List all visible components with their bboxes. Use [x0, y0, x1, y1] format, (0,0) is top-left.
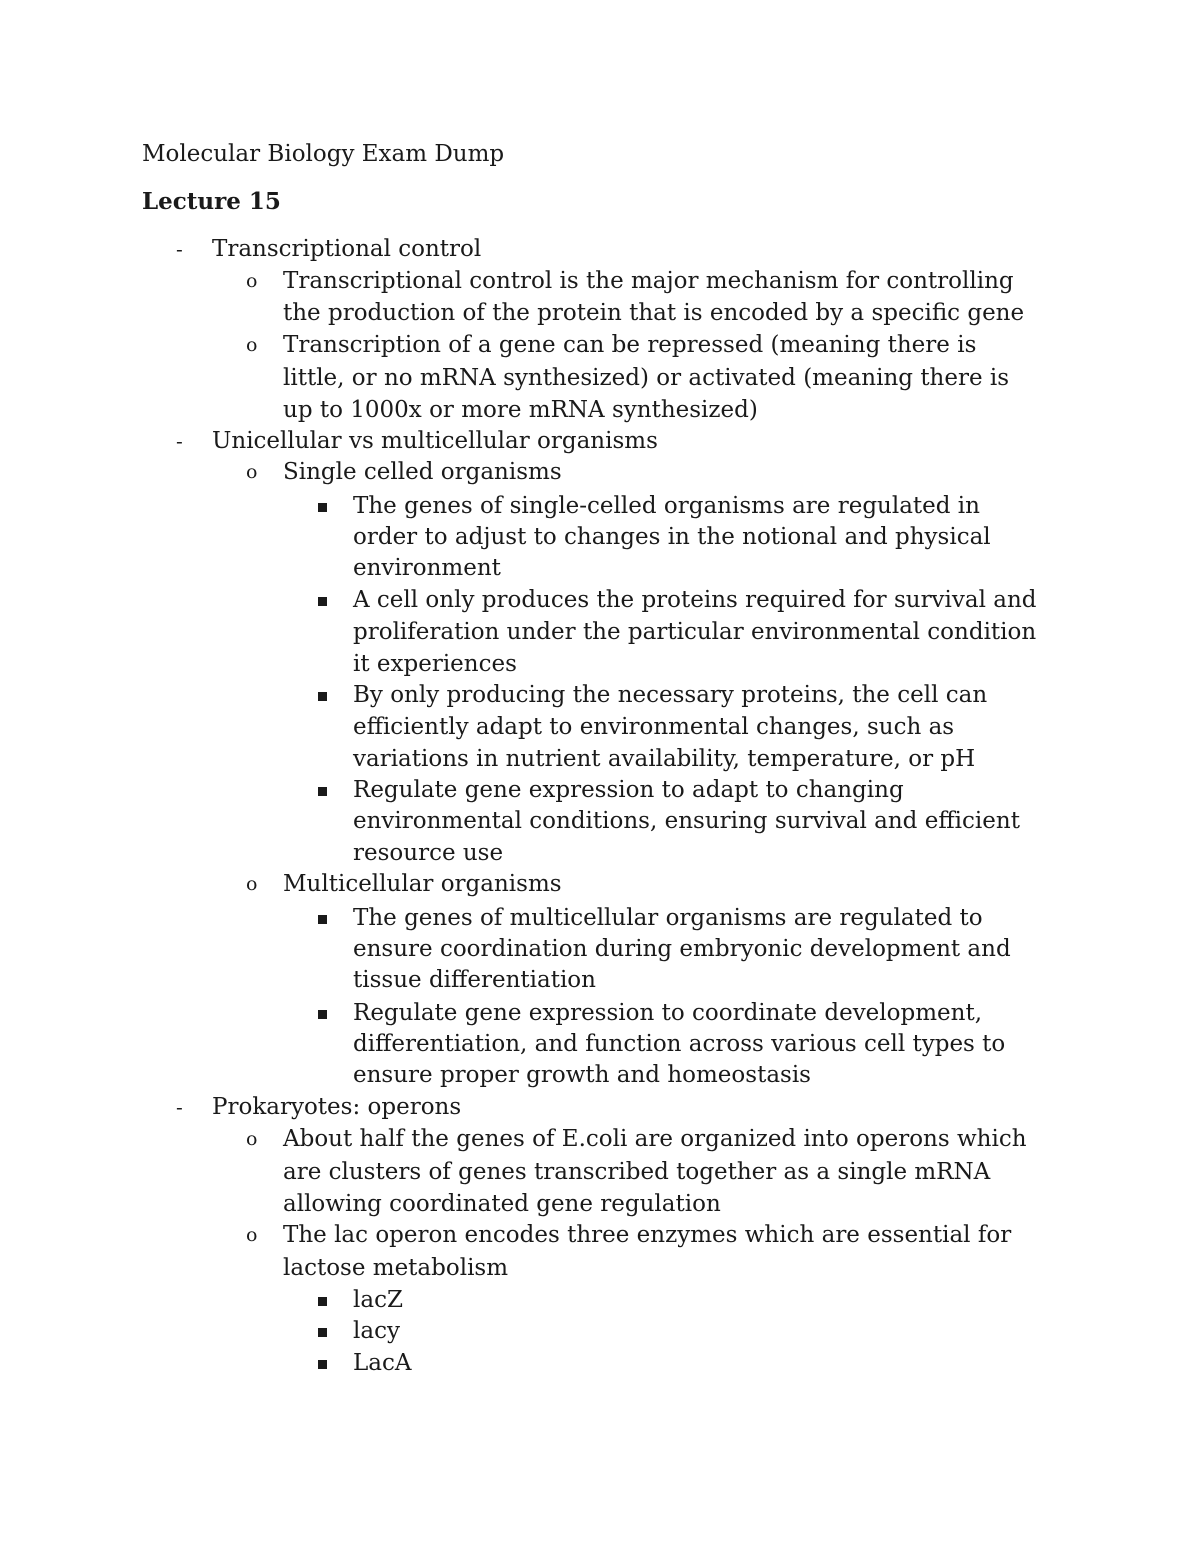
square-bullet — [318, 692, 327, 701]
point-line: allowing coordinated gene regulation — [283, 1191, 721, 1217]
detail-line: order to adjust to changes in the notional and physical — [353, 524, 991, 550]
detail-line: Regulate gene expression to coordinate development, — [353, 1000, 983, 1026]
section-label: Unicellular vs multicellular organisms — [212, 428, 658, 454]
square-bullet — [318, 915, 327, 924]
point-line: About half the genes of E.coli are organized into operons which — [283, 1126, 1027, 1152]
detail-line: lacy — [353, 1318, 400, 1344]
square-bullet — [318, 503, 327, 512]
point-line: The lac operon encodes three enzymes which are essential for — [283, 1222, 1012, 1248]
square-bullet — [318, 597, 327, 606]
lecture-heading: Lecture 15 — [142, 188, 281, 215]
detail-line: differentiation, and function across various cell types to — [353, 1031, 1006, 1057]
detail-line: it experiences — [353, 651, 517, 677]
detail-line: tissue differentiation — [353, 967, 596, 993]
dash-bullet: - — [176, 1095, 183, 1119]
square-bullet — [318, 1010, 327, 1019]
circle-bullet: o — [246, 270, 258, 292]
detail-line: LacA — [353, 1350, 412, 1376]
square-bullet — [318, 1297, 327, 1306]
square-bullet — [318, 1360, 327, 1369]
detail-line: By only producing the necessary proteins, the cell can — [353, 682, 988, 708]
detail-line: variations in nutrient availability, temperature, or pH — [353, 746, 976, 772]
section-label: Transcriptional control — [212, 236, 482, 262]
detail-line: proliferation under the particular environmental condition — [353, 619, 1037, 645]
point-line: Transcriptional control is the major mechanism for controlling — [283, 268, 1014, 294]
document-title: Molecular Biology Exam Dump — [142, 141, 505, 167]
point-line: the production of the protein that is encoded by a specific gene — [283, 300, 1025, 326]
point-line: lactose metabolism — [283, 1255, 509, 1281]
detail-line: environmental conditions, ensuring survival and efficient — [353, 808, 1020, 834]
dash-bullet: - — [176, 429, 183, 453]
detail-line: environment — [353, 555, 501, 581]
circle-bullet: o — [246, 334, 258, 356]
detail-line: Regulate gene expression to adapt to changing — [353, 777, 904, 803]
circle-bullet: o — [246, 1128, 258, 1150]
detail-line: ensure proper growth and homeostasis — [353, 1062, 811, 1088]
detail-line: The genes of multicellular organisms are regulated to — [353, 905, 983, 931]
square-bullet — [318, 1328, 327, 1337]
circle-bullet: o — [246, 461, 258, 483]
detail-line: A cell only produces the proteins required for survival and — [353, 587, 1037, 613]
detail-line: efficiently adapt to environmental changes, such as — [353, 714, 955, 740]
point-line: Multicellular organisms — [283, 871, 562, 897]
circle-bullet: o — [246, 1224, 258, 1246]
detail-line: resource use — [353, 840, 504, 866]
point-line: Single celled organisms — [283, 459, 562, 485]
circle-bullet: o — [246, 873, 258, 895]
detail-line: lacZ — [353, 1287, 403, 1313]
detail-line: ensure coordination during embryonic development and — [353, 936, 1011, 962]
section-label: Prokaryotes: operons — [212, 1094, 462, 1120]
point-line: little, or no mRNA synthesized) or activated (meaning there is — [283, 365, 1010, 391]
point-line: up to 1000x or more mRNA synthesized) — [283, 397, 758, 423]
point-line: Transcription of a gene can be repressed (meaning there is — [283, 332, 977, 358]
square-bullet — [318, 787, 327, 796]
point-line: are clusters of genes transcribed together as a single mRNA — [283, 1159, 991, 1185]
dash-bullet: - — [176, 237, 183, 261]
detail-line: The genes of single-celled organisms are regulated in — [353, 493, 980, 519]
